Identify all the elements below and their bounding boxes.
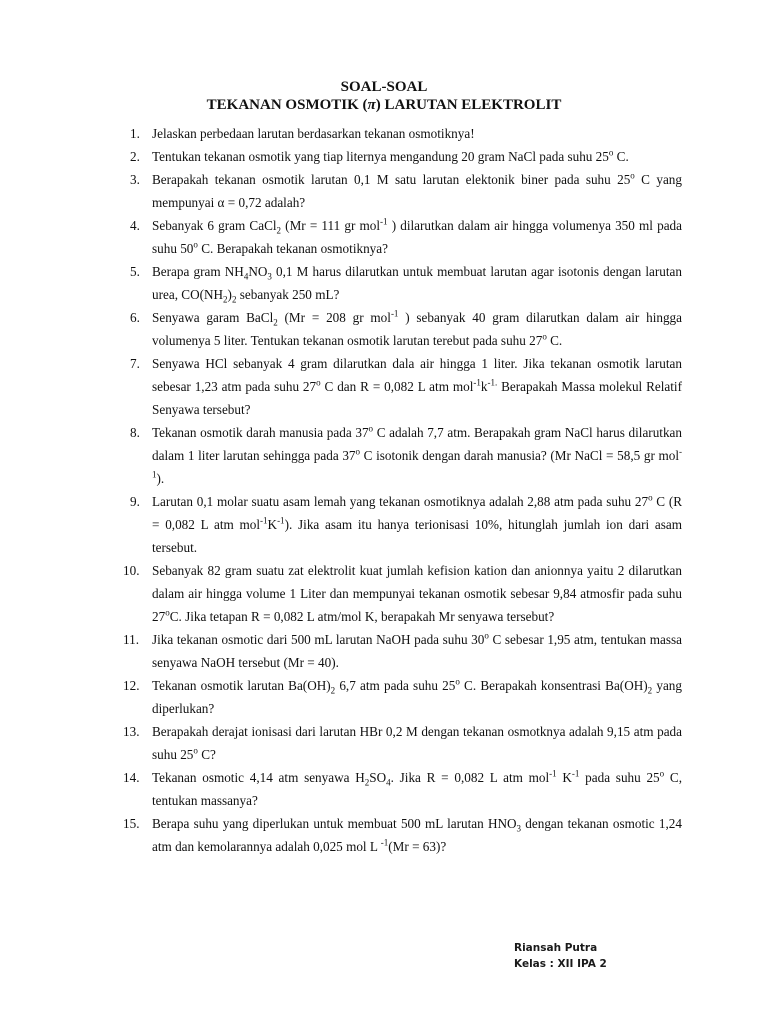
question-text-segment: Senyawa garam BaCl	[152, 310, 274, 325]
question-text-segment: ).	[156, 471, 165, 486]
question-text-segment: Jelaskan perbedaan larutan berdasarkan tekanan osmotiknya!	[152, 126, 475, 141]
question-item	[130, 306, 682, 352]
superscript-text: -1	[571, 768, 580, 779]
question-text-segment: (Mr = 111 gr mol	[281, 218, 381, 233]
question-text-segment: k	[480, 379, 488, 394]
question-text	[152, 264, 683, 305]
superscript-text: o	[659, 768, 665, 779]
question-item	[130, 168, 682, 214]
question-text	[152, 172, 682, 210]
question-text-segment: C.	[613, 149, 629, 164]
question-text	[152, 494, 682, 555]
question-text-segment: Berapakah tekanan osmotik larutan 0,1 M satu larutan elektonik biner pada suhu 25	[152, 172, 631, 187]
question-number: 8.	[130, 425, 140, 440]
question-text	[152, 770, 682, 808]
superscript-text: -1	[152, 446, 683, 480]
question-list	[123, 122, 683, 858]
question-text-segment: C (R = 0,082 L atm mol	[152, 494, 683, 532]
question-text-segment: K	[556, 770, 572, 785]
subscript-text: 4	[386, 777, 391, 788]
question-text	[152, 310, 682, 348]
question-text-segment: Tekanan osmotic 4,14 atm senyawa H	[152, 770, 365, 785]
superscript-text: -1	[380, 837, 389, 848]
question-text	[152, 356, 682, 417]
question-text-segment: C sebesar 1,95 atm, tentukan massa senyawa NaOH tersebut (Mr = 40).	[152, 632, 682, 670]
superscript-text: o	[455, 676, 460, 687]
question-item	[123, 766, 682, 812]
question-text-segment: pada suhu 25	[579, 770, 660, 785]
title-line-2	[0, 96, 768, 114]
question-text-segment: sebanyak 250 mL?	[236, 287, 340, 302]
author-class: Kelas : XII IPA 2	[514, 958, 607, 970]
superscript-text: -1	[473, 377, 481, 388]
question-text-segment: C, tentukan massanya?	[152, 770, 682, 808]
question-text-segment: Berapa suhu yang diperlukan untuk membuat 500 mL larutan HNO	[152, 816, 517, 831]
question-item	[130, 352, 682, 421]
question-text-segment: C.	[546, 333, 563, 348]
question-text-segment: Tekanan osmotik darah manusia pada 37	[152, 425, 369, 440]
question-text-segment: ). Jika asam itu hanya terionisasi 10%, hitunglah jumlah ion dari asam tersebut.	[152, 517, 682, 555]
question-number: 6.	[130, 310, 140, 325]
superscript-text: o	[648, 492, 653, 503]
question-item	[123, 674, 682, 720]
question-text-segment: yang diperlukan?	[152, 678, 682, 716]
question-item	[130, 214, 682, 260]
question-number: 11.	[123, 632, 139, 647]
superscript-text: -1	[260, 515, 268, 526]
subscript-text: 2	[223, 294, 228, 305]
question-number: 13.	[123, 724, 140, 739]
superscript-text: o	[355, 446, 361, 457]
question-number: 7.	[130, 356, 140, 371]
question-text-segment: C. Jika tetapan R = 0,082 L atm/mol K, berapakah Mr senyawa tersebut?	[169, 609, 555, 624]
subscript-text: 2	[364, 777, 370, 788]
question-text-segment: K	[267, 517, 278, 532]
question-number: 1.	[130, 126, 140, 141]
question-text-segment: C adalah 7,7 atm. Berapakah gram NaCl harus dilarutkan dalam 1 liter larutan sehingga pada 37	[152, 425, 682, 463]
title-line-1: SOAL-SOAL	[340, 79, 428, 95]
question-text-segment: Jika tekanan osmotic dari 500 mL larutan NaOH pada suhu 30	[152, 632, 485, 647]
superscript-text: o	[484, 630, 489, 641]
question-item	[130, 260, 682, 306]
question-text-segment: Tentukan tekanan osmotik yang tiap liternya mengandung 20 gram NaCl pada suhu 25	[152, 149, 609, 164]
subscript-text: 2	[276, 225, 282, 236]
question-text	[152, 724, 682, 762]
author-signature-block	[514, 940, 607, 972]
subscript-text: 3	[516, 823, 522, 834]
subscript-text: 2	[231, 294, 237, 305]
question-text	[152, 563, 682, 624]
question-text-segment: (Mr = 63)?	[388, 839, 447, 854]
question-text-segment: C isotonik dengan darah manusia? (Mr NaCl = 58,5 gr mol	[360, 448, 680, 463]
question-text	[152, 149, 629, 164]
question-number: 2.	[130, 149, 140, 164]
superscript-text: o	[193, 745, 198, 756]
question-number: 5.	[130, 264, 140, 279]
superscript-text: -1	[380, 216, 388, 227]
subscript-text: 2	[273, 317, 278, 328]
superscript-text: -1	[390, 308, 399, 319]
title-pi-symbol: π	[367, 97, 376, 113]
question-item	[130, 490, 682, 559]
question-text-segment: C. Berapakah tekanan osmotiknya?	[197, 241, 388, 256]
question-number: 9.	[130, 494, 140, 509]
question-text-segment: 6,7 atm pada suhu 25	[335, 678, 456, 693]
superscript-text: o	[630, 170, 635, 181]
question-text-segment: Sebanyak 82 gram suatu zat elektrolit kuat jumlah kefision kation dan anionnya yaitu 2 dilarutkan dalam air hingga volume 1 Liter dan mempunyai tekanan osmotik sebesar 9,84 atmosfir pada suhu 27	[152, 563, 682, 624]
question-number: 15.	[123, 816, 140, 831]
question-text-segment: Senyawa HCl sebanyak 4 gram dilarutkan dala air hingga 1 liter. Jika tekanan osmotik larutan sebesar 1,23 atm pada suhu 27	[152, 356, 682, 394]
question-text-segment: Berapakah Massa molekul Relatif Senyawa tersebut?	[152, 379, 682, 417]
superscript-text: o	[368, 423, 374, 434]
question-text	[152, 678, 682, 716]
subscript-text: 2	[647, 685, 653, 696]
superscript-text: -1	[549, 768, 557, 779]
superscript-text: o	[542, 331, 547, 342]
question-text	[152, 126, 475, 141]
superscript-text: o	[608, 147, 614, 158]
author-name: Riansah Putra	[514, 942, 598, 954]
question-number: 3.	[130, 172, 140, 187]
question-item	[130, 145, 682, 168]
question-text	[152, 632, 682, 670]
superscript-text: o	[316, 377, 321, 388]
question-text	[152, 425, 682, 486]
question-text-segment: . Jika R = 0,082 L atm mol	[390, 770, 550, 785]
question-item	[123, 812, 682, 858]
question-text-segment: Larutan 0,1 molar suatu asam lemah yang tekanan osmotiknya adalah 2,88 atm pada suhu 27	[152, 494, 649, 509]
question-text-segment: C yang mempunyai α = 0,72 adalah?	[152, 172, 682, 210]
question-text-segment: Berapakah derajat ionisasi dari larutan HBr 0,2 M dengan tekanan osmotknya adalah 9,15 atm pada suhu 25	[152, 724, 682, 762]
question-text-segment: Tekanan osmotik larutan Ba(OH)	[152, 678, 331, 693]
question-text-segment: )	[227, 287, 232, 302]
question-item	[130, 421, 682, 490]
question-text-segment: NO	[248, 264, 268, 279]
superscript-text: -1.	[487, 377, 498, 388]
document-title	[0, 78, 768, 114]
question-text	[152, 816, 682, 854]
question-item	[123, 559, 682, 628]
question-number: 14.	[123, 770, 140, 785]
title-line-2-prefix: TEKANAN OSMOTIK (	[206, 97, 368, 113]
question-number: 12.	[123, 678, 140, 693]
question-text-segment: Sebanyak 6 gram CaCl	[152, 218, 277, 233]
superscript-text: o	[165, 607, 170, 618]
question-text-segment: dengan tekanan osmotic 1,24 atm dan kemolarannya adalah 0,025 mol L	[152, 816, 682, 854]
question-number: 10.	[123, 563, 140, 578]
question-text	[152, 218, 682, 256]
question-text-segment: 0,1 M harus dilarutkan untuk membuat larutan agar isotonis dengan larutan urea, CO(NH	[152, 264, 683, 302]
question-text-segment: ) sebanyak 40 gram dilarutkan dalam air hingga volumenya 5 liter. Tentukan tekanan osmotik larutan terebut pada suhu 27	[152, 310, 682, 348]
question-text-segment: C. Berapakah konsentrasi Ba(OH)	[459, 678, 648, 693]
question-text-segment: SO	[369, 770, 387, 785]
question-text-segment: (Mr = 208 gr mol	[277, 310, 391, 325]
subscript-text: 3	[267, 271, 272, 282]
question-number: 4.	[130, 218, 140, 233]
question-item	[123, 628, 682, 674]
question-text-segment: C dan R = 0,082 L atm mol	[320, 379, 474, 394]
question-text-segment: ) dilarutkan dalam air hingga volumenya 350 ml pada suhu 50	[152, 218, 682, 256]
subscript-text: 2	[330, 685, 336, 696]
title-line-2-suffix: ) LARUTAN ELEKTROLIT	[375, 97, 562, 113]
question-text-segment: C?	[197, 747, 216, 762]
superscript-text: -1	[277, 515, 285, 526]
subscript-text: 4	[243, 271, 249, 282]
question-text-segment: Berapa gram NH	[152, 264, 244, 279]
question-item	[130, 122, 682, 145]
superscript-text: o	[193, 239, 198, 250]
question-item	[123, 720, 682, 766]
